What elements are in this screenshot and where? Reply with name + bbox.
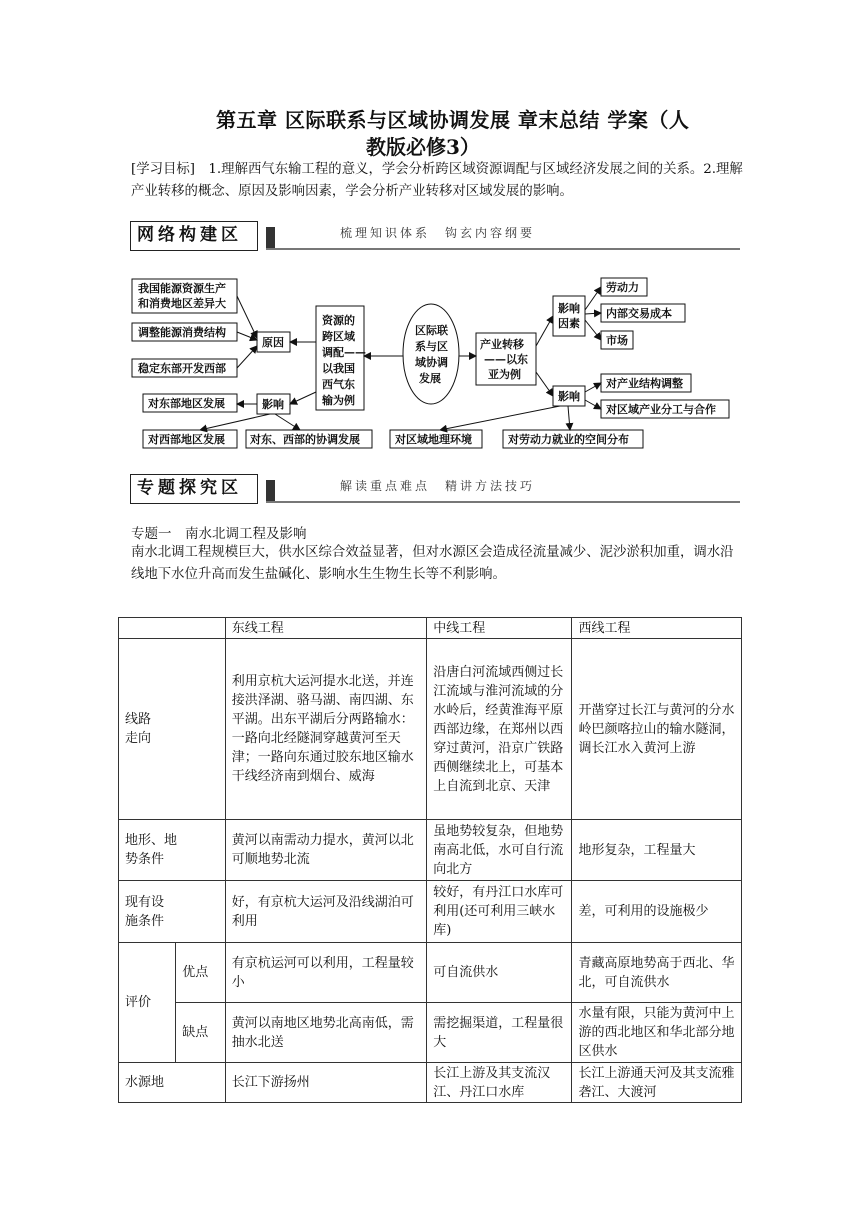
table-cell: 较好，有丹江口水库可利用(还可利用三峡水库): [427, 881, 572, 943]
table-cell: [119, 618, 226, 639]
table-cell: 长江上游通天河及其支流雅砻江、大渡河: [572, 1063, 742, 1103]
diagram-node: 影响: [262, 398, 284, 411]
table-cell: 差，可利用的设施极少: [572, 881, 742, 943]
table-cell: 需挖掘渠道，工程量很大: [427, 1003, 572, 1063]
row-label: 现有设 施条件: [119, 881, 226, 943]
diagram-node: 我国能源资源生产: [138, 282, 226, 295]
diagram-node: 资源的: [322, 314, 355, 327]
diagram-node: 调配——: [322, 346, 366, 359]
table-row: [119, 1063, 742, 1103]
row-sublabel: 优点: [176, 943, 226, 1003]
knowledge-diagram: [0, 0, 860, 460]
row-label: 线路 走向: [119, 639, 226, 820]
learning-goals: [学习目标] 1.理解西气东输工程的意义，学会分析跨区域资源调配与区域经济发展之间的关系。2.理解产业转移的概念、原因及影响因素，学会分析产业转移对区域发展的影响。: [131, 162, 743, 199]
table-cell: 虽地势较复杂，但地势南高北低，水可自行流向北方: [427, 820, 572, 881]
diagram-node: 原因: [262, 336, 284, 349]
diagram-node: 和消费地区差异大: [138, 297, 226, 310]
banner-subtitle: 梳理知识体系 钩玄内容纲要: [340, 226, 536, 240]
diagram-node: 对区域产业分工与合作: [606, 403, 716, 416]
diagram-node: 影响: [558, 302, 580, 315]
row-label: 评价: [119, 943, 176, 1063]
table-header: 中线工程: [427, 618, 572, 639]
table-cell: 青藏高原地势高于西北、华北，可自流供水: [572, 943, 742, 1003]
row-sublabel: 缺点: [176, 1003, 226, 1063]
diagram-node: 区际联: [415, 324, 448, 337]
table-cell: 开凿穿过长江与黄河的分水岭巴颜喀拉山的输水隧洞，调长江水入黄河上游: [572, 639, 742, 820]
diagram-node: 以我国: [322, 362, 355, 375]
table-cell: 长江上游及其支流汉江、丹江口水库: [427, 1063, 572, 1103]
diagram-node: 对区域地理环境: [395, 433, 472, 446]
table-cell: 好，有京杭大运河及沿线湖泊可利用: [225, 881, 426, 943]
diagram-node: 系与区: [415, 340, 448, 353]
table-cell: 地形复杂，工程量大: [572, 820, 742, 881]
table-header: 东线工程: [225, 618, 426, 639]
diagram-node: 对东、西部的协调发展: [250, 433, 360, 446]
banner-label: 专题探究区: [130, 474, 258, 504]
banner-rule: [266, 501, 740, 503]
table-cell: 长江下游扬州: [225, 1063, 426, 1103]
diagram-node: ——以东: [484, 353, 528, 366]
topic-heading: 专题一 南水北调工程及影响: [131, 526, 307, 542]
table-row: [119, 1003, 742, 1063]
table-cell: 黄河以南地区地势北高南低，需抽水北送: [225, 1003, 426, 1063]
diagram-node: 西气东: [322, 378, 355, 391]
table-row: [119, 639, 742, 820]
diagram-node: 市场: [606, 334, 628, 347]
table-row: [119, 618, 742, 639]
diagram-node: 输为例: [322, 394, 355, 407]
comparison-table: [118, 617, 742, 1103]
table-row: [119, 943, 742, 1003]
table-cell: 水量有限，只能为黄河中上游的西北地区和华北部分地区供水: [572, 1003, 742, 1063]
section-banner-topics: [130, 474, 740, 506]
diagram-node: 跨区域: [322, 330, 355, 343]
diagram-node: 因素: [558, 317, 580, 330]
diagram-node: 影响: [558, 390, 580, 403]
table-cell: 利用京杭大运河提水北送，并连接洪泽湖、骆马湖、南四湖、东平湖。出东平湖后分两路输水：一路向北经隧洞穿越黄河至天津；一路向东通过胶东地区输水干线经济南到烟台、威海: [225, 639, 426, 820]
diagram-node: 对劳动力就业的空间分布: [508, 433, 629, 446]
diagram-node: 域协调: [415, 356, 448, 369]
table-row: [119, 881, 742, 943]
diagram-node: 调整能源消费结构: [138, 326, 226, 339]
table-cell: 黄河以南需动力提水，黄河以北可顺地势北流: [225, 820, 426, 881]
table-cell: 有京杭运河可以利用，工程量较小: [225, 943, 426, 1003]
table-header: 西线工程: [572, 618, 742, 639]
row-label: 地形、地 势条件: [119, 820, 226, 881]
banner-subtitle: 解读重点难点 精讲方法技巧: [340, 479, 536, 493]
page-title: 第五章 区际联系与区域协调发展 章末总结 学案（人: [216, 108, 690, 132]
page-title-continued: 教版必修3）: [366, 135, 480, 159]
banner-bar: [266, 480, 275, 502]
diagram-node: 稳定东部开发西部: [138, 362, 226, 375]
diagram-node: 对产业结构调整: [606, 377, 683, 390]
diagram-node: 对西部地区发展: [148, 433, 225, 446]
diagram-node: 亚为例: [488, 368, 521, 381]
diagram-node: 产业转移: [480, 338, 524, 351]
diagram-node: 内部交易成本: [606, 307, 672, 320]
table-row: [119, 820, 742, 881]
table-cell: 沿唐白河流域西侧过长江流域与淮河流域的分水岭后，经黄淮海平原西部边缘，在郑州以西穿过黄河，沿京广铁路西侧继续北上，可基本上自流到北京、天津: [427, 639, 572, 820]
diagram-node: 对东部地区发展: [148, 397, 225, 410]
banner-label: 网络构建区: [130, 221, 258, 251]
row-label: 水源地: [119, 1063, 226, 1103]
topic-paragraph: 南水北调工程规模巨大，供水区综合效益显著，但对水源区会造成径流量减少、泥沙淤积加重，调水沿线地下水位升高而发生盐碱化、影响水生生物生长等不利影响。: [131, 545, 734, 582]
table-cell: 可自流供水: [427, 943, 572, 1003]
diagram-node: 劳动力: [606, 281, 639, 294]
diagram-node: 发展: [419, 372, 441, 385]
